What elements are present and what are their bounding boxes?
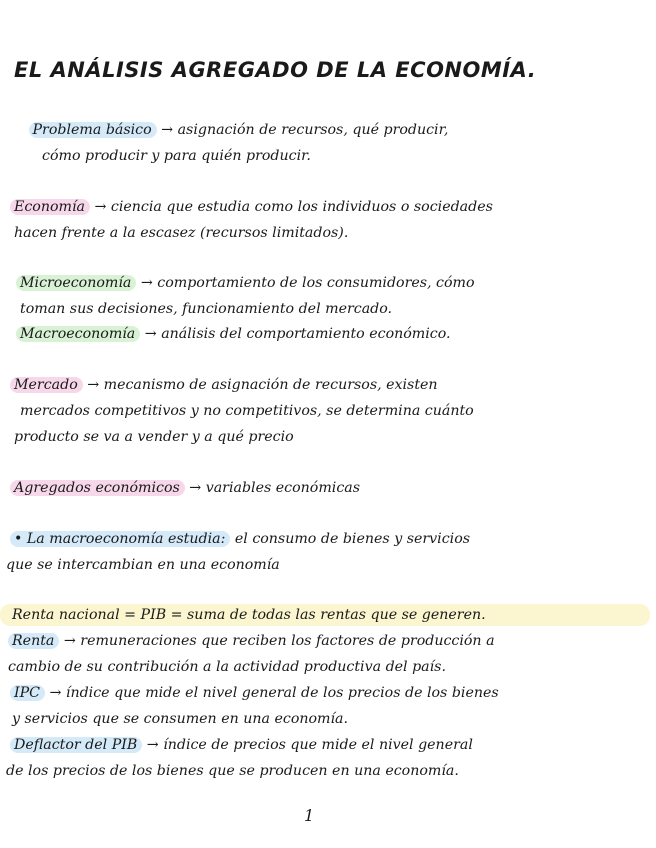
- deflactor-line-1: [14, 732, 473, 758]
- macro-estudia-definition-1: el consumo de bienes y servicios: [230, 531, 471, 547]
- micro-definition-2: toman sus decisiones, funcionamiento del mercado.: [20, 301, 393, 317]
- macro-definition-1: → análisis del comportamiento económico.: [140, 326, 451, 342]
- renta-line-1: [12, 628, 495, 654]
- economia-line-1: [14, 194, 493, 220]
- mercado-definition-1: → mecanismo de asignación de recursos, existen: [82, 377, 438, 393]
- page-number: 1: [304, 806, 315, 825]
- deflactor-definition-1: → índice de precios que mide el nivel general: [142, 737, 473, 753]
- renta-definition-1: → remuneraciones que reciben los factores de producción a: [59, 633, 495, 649]
- term-mercado: Mercado: [10, 377, 83, 393]
- economia-definition-2: hacen frente a la escasez (recursos limitados).: [14, 225, 349, 241]
- macro-estudia-line-1: [14, 526, 470, 552]
- term-deflactor-pib: Deflactor del PIB: [10, 737, 142, 753]
- agregados-definition-1: → variables económicas: [184, 480, 361, 496]
- mercado-line-1: [14, 372, 438, 398]
- term-microeconomia: Microeconomía: [16, 275, 136, 291]
- renta-nacional-line: [12, 602, 486, 628]
- renta-definition-2: cambio de su contribución a la actividad productiva del país.: [8, 659, 446, 675]
- page-title: EL ANÁLISIS AGREGADO DE LA ECONOMÍA.: [14, 58, 537, 82]
- term-agregados-economicos: Agregados económicos: [10, 480, 185, 496]
- term-problema-basico: Problema básico: [29, 122, 157, 138]
- term-macro-estudia: [10, 531, 230, 547]
- term-renta-nacional: Renta nacional: [12, 607, 120, 623]
- bullet-macro-estudia: •: [14, 531, 23, 547]
- agregados-line-1: [14, 475, 360, 501]
- micro-line-1: [20, 270, 475, 296]
- macro-line-1: [20, 321, 451, 347]
- macro-estudia-label: La macroeconomía estudia:: [26, 531, 226, 547]
- term-economia: Economía: [10, 199, 90, 215]
- problema-definition-2: cómo producir y para quién producir.: [42, 148, 311, 164]
- economia-definition-1: → ciencia que estudia como los individuos o sociedades: [89, 199, 493, 215]
- problema-definition-1: → asignación de recursos, qué producir,: [156, 122, 449, 138]
- renta-nacional-definition: = PIB = suma de todas las rentas que se generen.: [119, 607, 486, 623]
- mercado-definition-2: mercados competitivos y no competitivos, se determina cuánto: [20, 403, 474, 419]
- micro-definition-1: → comportamiento de los consumidores, cómo: [136, 275, 475, 291]
- mercado-definition-3: producto se va a vender y a qué precio: [14, 429, 294, 445]
- term-macroeconomia: Macroeconomía: [16, 326, 140, 342]
- ipc-definition-1: → índice que mide el nivel general de los precios de los bienes: [45, 685, 499, 701]
- problema-line-1: [28, 117, 448, 143]
- deflactor-definition-2: de los precios de los bienes que se producen en una economía.: [6, 763, 459, 779]
- macro-estudia-definition-2: que se intercambian en una economía: [6, 557, 280, 573]
- term-ipc: IPC: [10, 685, 45, 701]
- ipc-definition-2: y servicios que se consumen en una economía.: [12, 711, 349, 727]
- term-renta: Renta: [8, 633, 59, 649]
- ipc-line-1: [14, 680, 499, 706]
